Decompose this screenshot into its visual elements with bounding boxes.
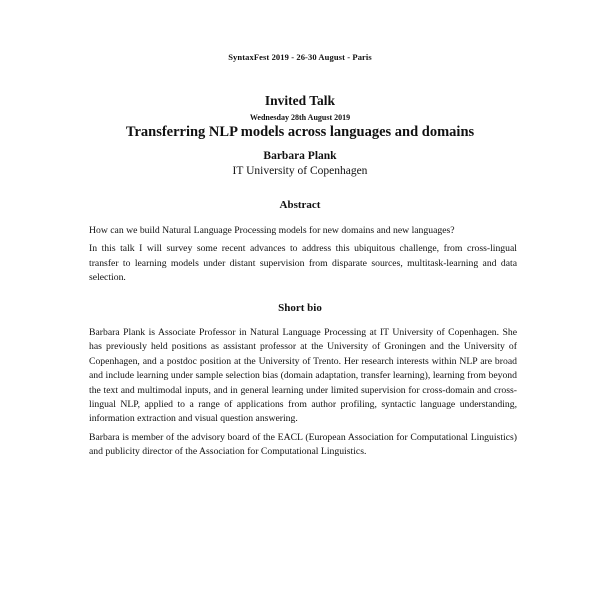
- talk-date: Wednesday 28th August 2019: [249, 113, 351, 122]
- bio-paragraph: Barbara Plank is Associate Professor in Natural Language Processing at IT University of Copenhagen. She has previously held positions as assistant professor at the University of Groningen and the University of Copenhagen, and a postdoc position at the University of Trento. Her research interests within NLP are broad and include learning under sample selection bias (domain adaptation, transfer learning), learning from beyond the text and multimodal inputs, and in general learning under limited supervision for cross-domain and cross-lingual NLP, applied to a range of applications from author profiling, syntactic language understanding, information extraction and visual question answering.: [89, 327, 517, 425]
- bio-paragraph: Barbara is member of the advisory board of the EACL (European Association for Computational Linguistics) and publicity director of the Association for Computational Linguistics.: [89, 431, 517, 458]
- abstract-heading: Abstract: [279, 199, 321, 211]
- bio-heading: Short bio: [278, 302, 322, 314]
- running-head: SyntaxFest 2019 - 26-30 August - Paris: [228, 52, 372, 62]
- talk-type-heading: Invited Talk: [264, 93, 336, 108]
- abstract-paragraph: In this talk I will survey some recent advances to address this ubiquitous challenge, from cross-lingual transfer to learning models under distant supervision from disparate sources, multitask-learning and data selection.: [89, 243, 517, 284]
- bio-body: [89, 326, 517, 464]
- talk-title: Transferring NLP models across languages and domains: [125, 124, 475, 140]
- abstract-paragraph: How can we build Natural Language Processing models for new domains and new languages?: [89, 225, 455, 236]
- author-affiliation: IT University of Copenhagen: [232, 165, 368, 177]
- author-name: Barbara Plank: [263, 150, 337, 162]
- abstract-body: [89, 224, 517, 290]
